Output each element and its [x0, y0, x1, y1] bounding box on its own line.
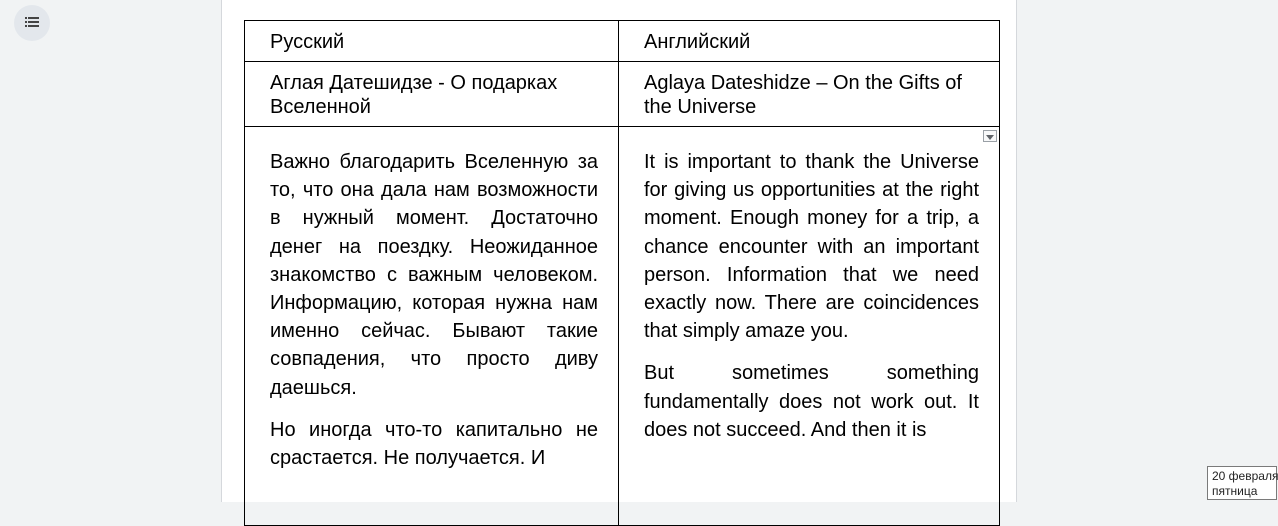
table-cell[interactable]: [245, 127, 619, 526]
english-paragraph: It is important to thank the Universe for giving us opportunities at the right moment. Enough money for a trip, a chance encounter with an important person. Information that we need exactly now. There are coincidences that simply amaze you.: [644, 151, 979, 343]
english-paragraph: But sometimes something fundamentally does not work out. It does not succeed. And then it is: [644, 362, 979, 441]
cell-dropdown-button[interactable]: [983, 130, 997, 142]
translation-table: [244, 20, 1000, 526]
column-header-english: Английский: [644, 31, 751, 53]
title-english: Aglaya Dateshidze – On the Gifts of the Universe: [644, 72, 962, 118]
table-cell[interactable]: [245, 21, 619, 62]
table-body-row: [245, 127, 1000, 526]
title-russian: Аглая Датешидзе - О подарках Вселенной: [270, 72, 558, 118]
column-header-russian: Русский: [270, 31, 345, 53]
table-cell[interactable]: [619, 62, 1000, 127]
table-cell[interactable]: [245, 62, 619, 127]
list-icon: [25, 14, 39, 32]
document-page[interactable]: [221, 0, 1017, 502]
chevron-down-icon: [986, 127, 994, 145]
taskbar-date-tooltip: [1207, 466, 1277, 500]
table-cell[interactable]: [619, 21, 1000, 62]
tooltip-date: 20 февраля: [1212, 469, 1278, 483]
table-cell[interactable]: [619, 127, 1000, 526]
tooltip-weekday: пятница: [1212, 484, 1258, 498]
table-title-row: [245, 62, 1000, 127]
document-outline-button[interactable]: [14, 5, 50, 41]
russian-paragraph: Но иногда что-то капитально не срастается. Не получается. И: [270, 418, 598, 470]
table-header-row: [245, 21, 1000, 62]
russian-paragraph: Важно благодарить Вселенную за то, что она дала нам возможности в нужный момент. Достаточно денег на поездку. Неожиданное знакомство с важным человеком. Информацию, которая нужна нам именно сейчас. Бывают такие совпадения, что просто диву даешься.: [270, 151, 598, 399]
